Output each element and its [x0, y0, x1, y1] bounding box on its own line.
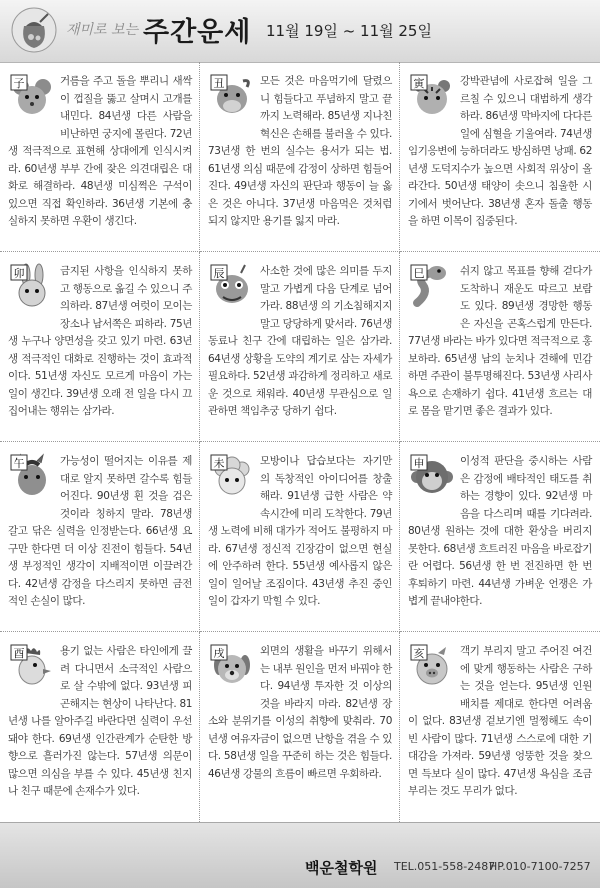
date-range: 11월 19일 ~ 11월 25일 [266, 22, 432, 40]
horoscope-grid [0, 62, 600, 822]
sign-cell-tiger [400, 62, 600, 252]
fortune-text: 금지된 사항을 인식하지 못하고 행동으로 옮길 수 있으니 주의하라. 87년생 여럿이 모이는 장소나 남서쪽은 피하라. 75년생 누구나 양면성을 갖고 있기 마련. 63년생 적극적인 대화로 진행하는 것이 효과적이다. 51년생 자신도 모르게 마음이 가는 일이 생긴다. 39년생 오래 전 일을 다시 끄집어내는 행위는 삼가라. [8, 265, 192, 417]
fortune-text: 사소한 것에 많은 의미를 두지 말고 가볍게 다음 단계로 넘어가라. 88년생 의 기소침해지지 말고 당당하게 맞서라. 76년생 동료나 친구 간에 대립하는 일은 삼가라. 64년생 상황을 도약의 계기로 삼는 자세가 필요하다. 52년생 과감하게 정리하고 새로운 것으로 채워라. 40년생 무관심으로 일관하면 책임추궁 당하기 쉽다. [208, 265, 392, 417]
fortune-text: 모방이나 답습보다는 자기만의 독창적인 아이디어를 창출해라. 91년생 급한 사람은 약속시간에 미리 도착한다. 79년생 노력에 비해 대가가 적어도 불평하지 마라. 67년생 정신적 긴장감이 없으면 현실에 안주하려 한다. 55년생 예사롭지 않은 일이 일어날 조짐이다. 43년생 추진 중인 일이 갑자기 막힐 수 있다. [208, 455, 392, 607]
svg-text:寅: 寅 [413, 77, 425, 90]
mobile-number: HP.010-7100-7257 [489, 860, 591, 873]
sign-cell-horse [0, 442, 200, 632]
phone-number: TEL.051-558-2487 [394, 860, 496, 873]
svg-text:午: 午 [13, 457, 25, 470]
sign-cell-snake [400, 252, 600, 442]
sign-cell-sheep [200, 442, 400, 632]
svg-text:卯: 卯 [13, 267, 25, 280]
sign-cell-rabbit [0, 252, 200, 442]
fortune-text: 거름을 주고 돌을 뿌리니 새싹이 껍질을 뚫고 살며시 고개를 내민다. 84년생 다른 사람을 비난하면 궁지에 몰린다. 72년생 적극적으로 표현해 상대에게 인식시켜라. 60년생 부부 간에 잦은 의견대립은 대화로 해결하라. 48년생 미심쩍은 구석이 있으면 직접 확인하라. 36년생 기본에 충실하지 못하면 우환이 생긴다. [8, 75, 192, 227]
svg-text:巳: 巳 [413, 267, 425, 280]
fortune-text: 가능성이 떨어지는 이유를 제대로 알지 못하면 갈수록 힘들어진다. 90년생 흰 것을 검은 것이라 칭하지 말라. 78년생 갈고 닦은 실력을 인정받는다. 66년생 요구만 한다면 더 이상 진전이 힘들다. 54년생 부정적인 생각이 지배적이면 이끌려간다. 42년생 감정을 다스리지 못하면 금전적인 손실이 많다. [8, 455, 192, 607]
svg-text:戌: 戌 [213, 647, 225, 660]
sign-cell-dragon [200, 252, 400, 442]
svg-text:辰: 辰 [213, 267, 225, 280]
fortune-text: 강박관념에 사로잡혀 일을 그르칠 수 있으니 대범하게 생각하라. 86년생 막바지에 다다른 일에 심혈을 기울여라. 74년생 임기응변에 능하더라도 방심하면 낭패. 62년생 도덕지수가 높으면 사회적 위상이 올라간다. 50년생 태양이 솟으니 침울한 시기에서 벗어난다. 38년생 혼자 돌출 행동을 하면 이목이 집중된다. [408, 75, 592, 227]
footer-bar [0, 822, 600, 888]
svg-text:酉: 酉 [13, 647, 25, 660]
sign-cell-ox [200, 62, 400, 252]
header-banner [0, 0, 600, 63]
svg-text:未: 未 [213, 457, 225, 470]
page-title: 주간운세 [143, 17, 252, 48]
fortune-text: 용기 없는 사람은 타인에게 끌려 다니면서 소극적인 사람으로 살 수밖에 없다. 93년생 피곤해지는 현상이 나타난다. 81년생 나를 알아주길 바란다면 실력이 우선돼야 한다. 69년생 인간관계가 순탄한 방향으로 흘러가진 않는다. 57년생 의문이 많으면 의심을 부를 수 있다. 45년생 친지나 친구 때문에 손재수가 있다. [8, 645, 192, 797]
sign-cell-mouse [0, 62, 200, 252]
subtitle: 재미로 보는 [66, 22, 139, 38]
svg-text:子: 子 [13, 77, 25, 90]
svg-text:亥: 亥 [413, 647, 425, 660]
fortune-pouch-logo-icon [10, 4, 60, 56]
fortune-text: 모든 것은 마음먹기에 달렸으니 힘들다고 푸념하지 말고 끝까지 노력해라. 85년생 지나친 혁신은 손해를 불러올 수 있다. 73년생 한 번의 실수는 용서가 되는 법. 61년생 의심 때문에 감정이 상하면 힘들어진다. 49년생 자신의 판단과 행동이 늘 옳은 것은 아니다. 37년생 마음먹은 것처럼 되지 않지만 용기를 잃지 마라. [208, 75, 392, 227]
sign-cell-monkey [400, 442, 600, 632]
brand-name: 백운철학원 [305, 859, 378, 877]
fortune-text: 외면의 생활을 바꾸기 위해서는 내부 원인을 먼저 바꿔야 한다. 94년생 투자한 것 이상의 것을 바라지 마라. 82년생 장소와 분위기를 이성의 취향에 맞춰라. 70년생 여유자금이 없으면 난항을 겪을 수 있다. 58년생 일을 꾸준히 하는 것은 힘들다. 46년생 강물의 흐름이 빠르면 우회하라. [208, 645, 392, 780]
sign-cell-pig [400, 632, 600, 822]
svg-text:申: 申 [413, 457, 425, 470]
svg-text:丑: 丑 [213, 77, 225, 90]
fortune-text: 쉬지 않고 목표를 향해 걷다가 도착하니 재운도 따르고 보람도 있다. 89년생 경망한 행동은 자신을 곤혹스럽게 만든다. 77년생 바라는 바가 있다면 적극적으로 홍보하라. 65년생 남의 눈치나 견해에 민감하면 주관이 불투명해진다. 53년생 사리사욕으로 손재하기 쉽다. 41년생 흐르는 대로 몸을 맡기면 좋은 결과가 있다. [408, 265, 592, 417]
fortune-text: 이성적 판단을 중시하는 사람은 감정에 배타적인 태도를 취하는 경향이 있다. 92년생 마음을 다스리며 때를 기다려라. 80년생 원하는 것에 대한 환상을 버리지 못한다. 68년생 흐트러진 마음을 바로잡기란 어렵다. 56년생 한 번 전진하면 한 번 후퇴하기 마련. 44년생 가벼운 언쟁은 가볍게 끝내야한다. [408, 455, 592, 607]
fortune-text: 객기 부리지 말고 주어진 여건에 맞게 행동하는 사람은 구하는 것을 얻는다. 95년생 인원배치를 제대로 한다면 어려움이 없다. 83년생 겉보기엔 멀쩡해도 속이 빈 사람이 많다. 71년생 스스로에 대한 기대감을 가져라. 59년생 엉뚱한 것을 찾으면 득보다 실이 많다. 47년생 욕심을 조금 부리는 것도 무리가 없다. [408, 645, 592, 797]
sign-cell-rooster [0, 632, 200, 822]
sign-cell-dog [200, 632, 400, 822]
